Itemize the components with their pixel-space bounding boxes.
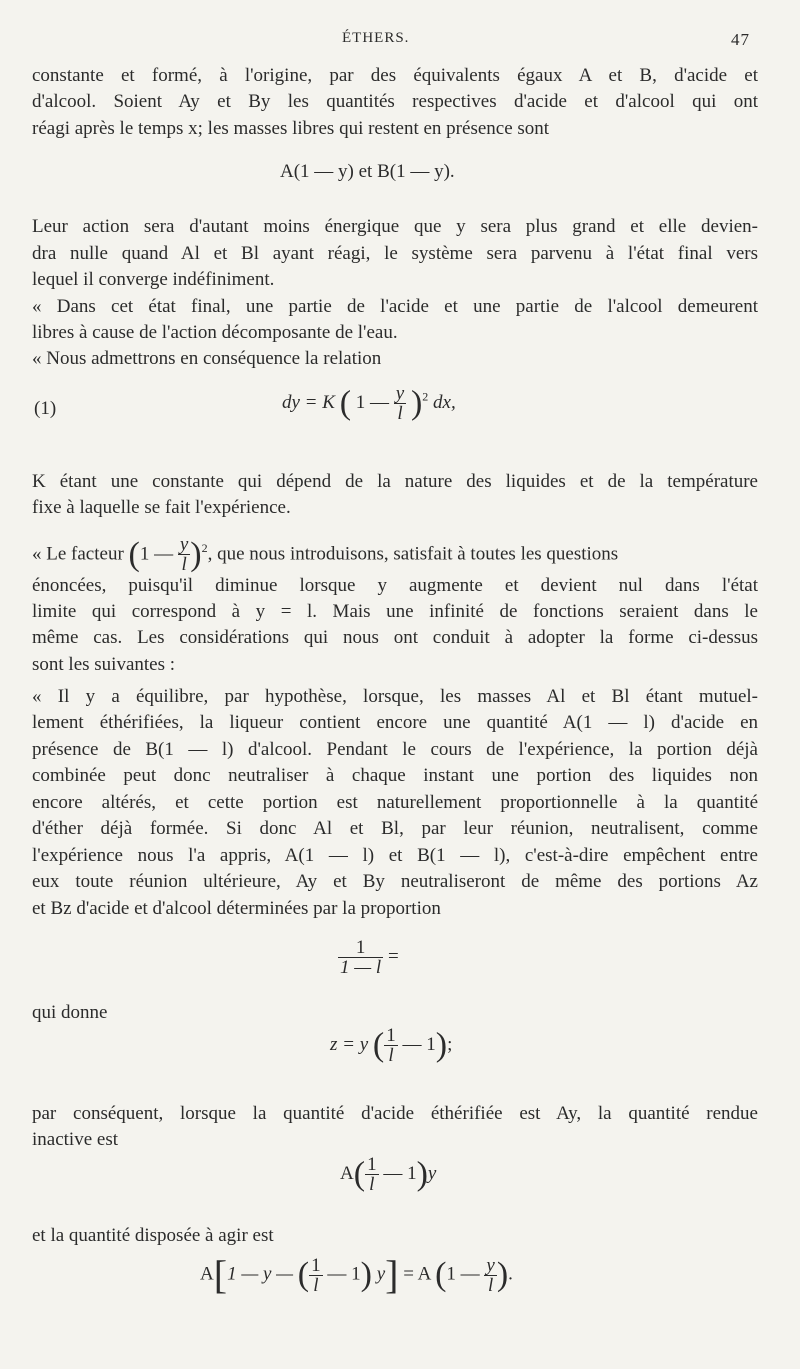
z-lhs: z = y [330,1033,369,1055]
text-line: d'éther déjà formée. Si donc Al et Bl, par leur réunion, neutralisent, comme [32,818,758,839]
text-line: « Nous admettrons en conséquence la relation [32,348,382,369]
inactive-fraction: $\frac{1}{l}$ [367,1154,377,1195]
text-line: « Dans cet état final, une partie de l'acide et une partie de l'alcool demeurent [32,296,758,317]
final-one-minus: 1 — [446,1263,480,1285]
eq1-close-paren: ) [410,384,423,422]
text-line: dra nulle quand Al et Bl ayant réagi, le système sera parvenu à l'état final vers [32,243,758,264]
eq1-lhs: dy = K [282,391,335,413]
text-line: lement éthérifiées, la liqueur contient encore une quantité A(1 — l) d'acide en [32,712,758,733]
final-A: A [200,1263,214,1285]
equation-number: (1) [34,398,57,419]
z-end: ; [447,1033,453,1055]
z-fraction: $\frac{1}{l}$ [386,1025,396,1066]
page-number: 47 [731,30,750,49]
equation-active: A[1 — y — ( $\frac{1}{l}$ — 1) y] = A (1 — $\frac{y}{l}$ ). [200,1252,513,1297]
text-line: limite qui correspond à y = l. Mais une infinité de fonctions seraient dans le [32,601,758,622]
final-end: . [508,1263,513,1285]
z-tail: — 1 [402,1033,436,1055]
factor-one-minus: 1 — [139,543,174,565]
equation-rate-law [282,384,456,423]
equation-remaining-masses: A(1 — y) et B(1 — y). [280,161,455,182]
text-line: K étant une constante qui dépend de la nature des liquides et de la température [32,471,758,492]
eq1-tail: dx, [433,391,456,413]
text-line: encore altérés, et cette portion est naturellement proportionnelle à la quantité [32,792,758,813]
text-line: et Bz d'acide et d'alcool déterminées par la proportion [32,898,441,919]
text-line: sont les suivantes : [32,654,176,675]
eq1-exponent: 2 [422,389,429,404]
inactive-tail: — 1 [383,1162,417,1184]
final-fraction-2: $\frac{y}{l}$ [486,1254,495,1296]
final-fraction: $\frac{1}{l}$ [311,1254,321,1296]
text-line: l'expérience nous l'a appris, A(1 — l) et B(1 — l), c'est-à-dire empêchent entre [32,845,758,866]
text-line: « Il y a équilibre, par hypothèse, lorsque, les masses Al et Bl étant mutuel- [32,686,758,707]
eq1-open-paren: ( [339,384,352,422]
text-line: combinée peut donc neutraliser à chaque instant une portion des liquides non [32,765,758,786]
text-line: lequel il converge indéfiniment. [32,269,275,290]
text-line: constante et formé, à l'origine, par des équivalents égaux A et B, d'acide et [32,65,758,86]
inactive-A: A [340,1162,354,1184]
text-line: réagi après le temps x; les masses libres qui restent en présence sont [32,118,550,139]
text-line: qui donne [32,1002,108,1023]
running-title: ÉTHERS. [342,30,410,46]
running-header [0,30,800,54]
text-line: présence de B(1 — l) d'alcool. Pendant le cours de l'expérience, la portion déjà [32,739,758,760]
final-inner: 1 — y — [227,1263,294,1285]
proportion-equals: = [387,945,399,967]
final-eq: = A [403,1263,431,1285]
text-line: eux toute réunion ultérieure, Ay et By neutraliseront de même des portions Az [32,871,758,892]
factor-fraction: $\frac{y}{l}$ [179,534,189,576]
text-line: et la quantité disposée à agir est [32,1225,274,1246]
factor-exponent: 2 [201,541,208,555]
proportion-fraction: $\frac{1}{1 — l}$ [340,937,382,978]
text-line: inactive est [32,1129,118,1150]
text-line: fixe à laquelle se fait l'expérience. [32,497,291,518]
equation-z: z = y ( $\frac{1}{l}$ — 1); [330,1025,453,1066]
equation-inactive: A( $\frac{1}{l}$ — 1)y [340,1154,437,1195]
inactive-y: y [427,1162,437,1184]
eq1-fraction: $\frac{y}{l}$ [395,383,405,424]
text-line-factor: « Le facteur (1 — $\frac{y}{l}$ )$^2$, que nous introduisons, satisfait à toutes les questions [32,534,619,576]
text-line: Leur action sera d'autant moins énergique que y sera plus grand et elle devien- [32,216,758,237]
final-y: y [376,1263,386,1285]
text-line: par conséquent, lorsque la quantité d'acide éthérifiée est Ay, la quantité rendue [32,1103,758,1124]
text-line: même cas. Les considérations qui nous ont conduit à adopter la forme ci-dessus [32,627,758,648]
text-line: d'alcool. Soient Ay et By les quantités respectives d'acide et d'alcool qui ont [32,91,758,112]
equation-proportion [338,938,399,977]
text-line: énoncées, puisqu'il diminue lorsque y augmente et devient nul dans l'état [32,575,758,596]
eq1-one-minus: 1 — [355,391,390,413]
final-mid: — 1 [327,1263,361,1285]
text-line: libres à cause de l'action décomposante de l'eau. [32,322,398,343]
